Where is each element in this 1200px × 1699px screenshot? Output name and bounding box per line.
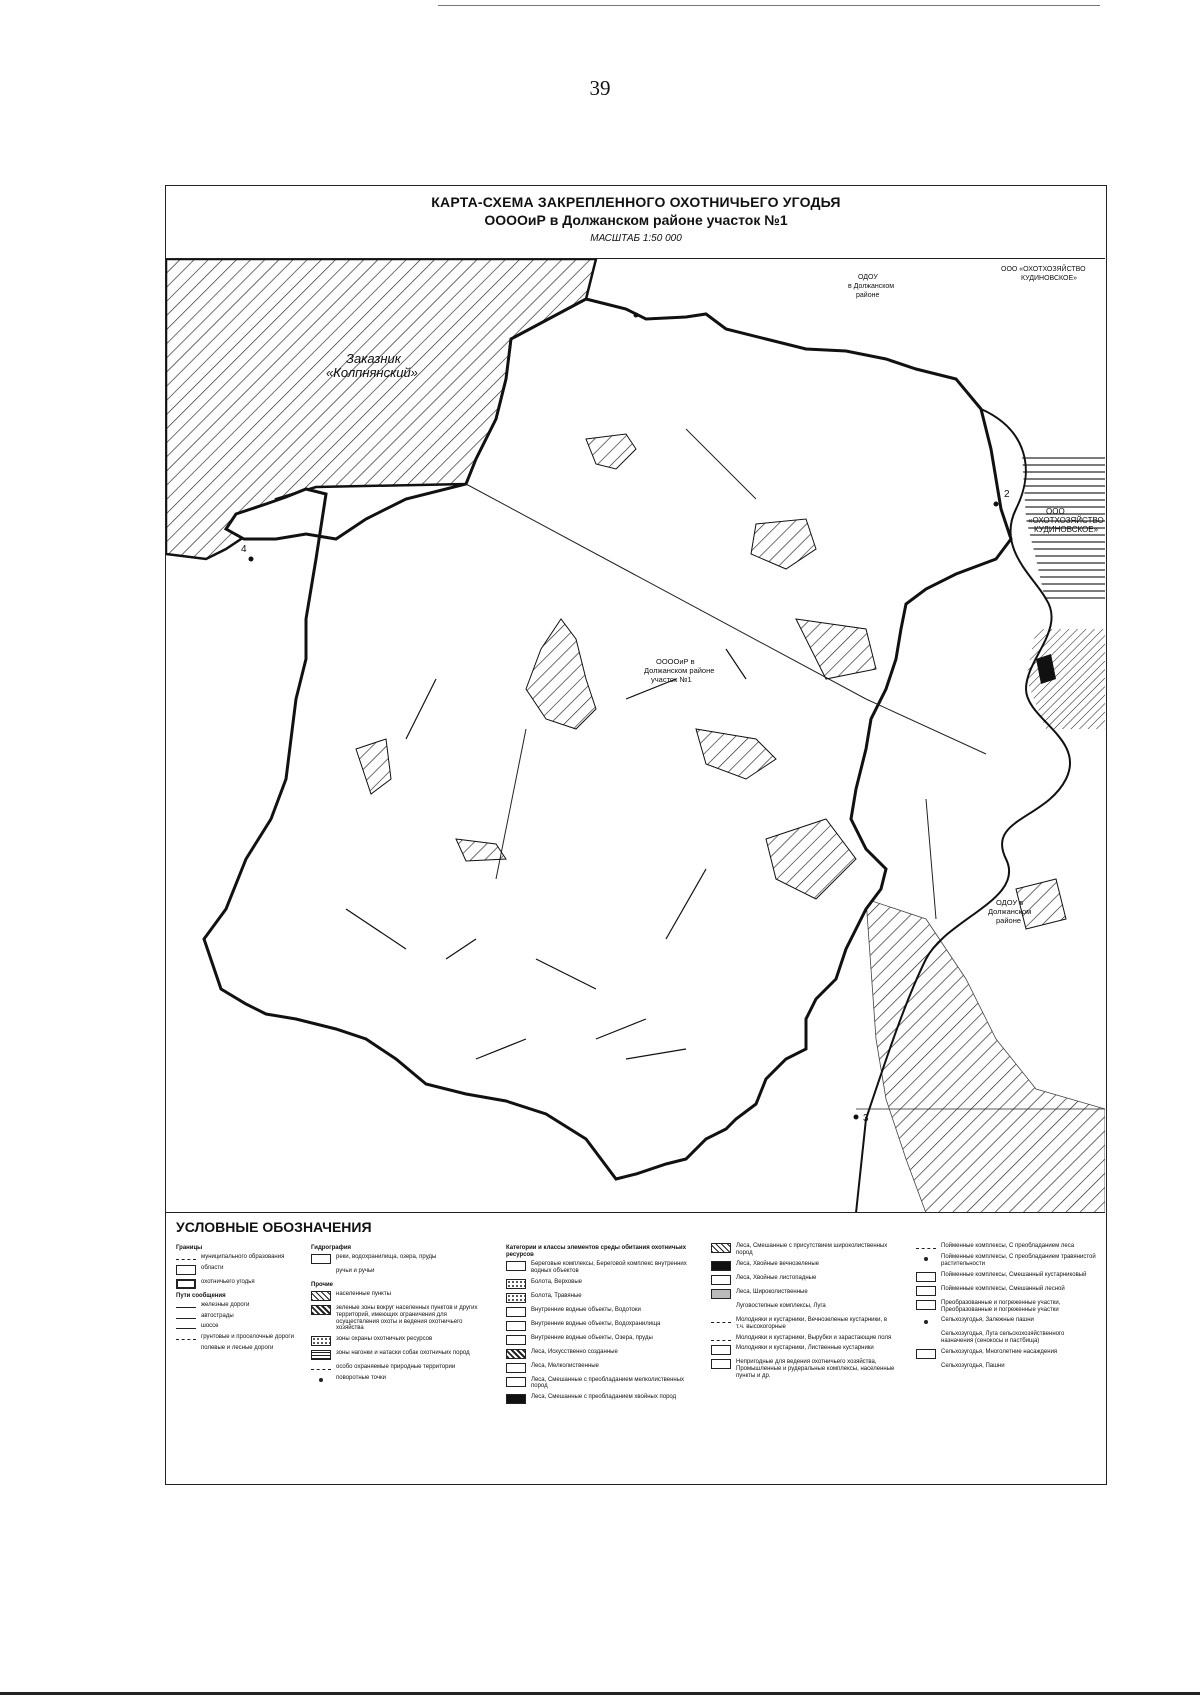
agri-arable-swatch [916,1363,936,1373]
legend-item [311,1364,491,1371]
legend-item [711,1275,896,1285]
legend-column-2 [311,1243,491,1389]
railway-swatch [176,1302,196,1308]
legend-head-hydro: Гидрография [311,1245,352,1251]
map-title-line1: КАРТА-СХЕМА ЗАКРЕПЛЕННОГО ОХОТНИЧЬЕГО УГОДЬЯ [431,194,841,210]
legend-label: Молодняки и кустарники, Вырубки и зарастающие поля [736,1334,892,1341]
legend-item [176,1265,326,1275]
legend-item [506,1377,696,1391]
map-header [166,186,1106,258]
legend-item [711,1317,896,1331]
legend-label: Молодняки и кустарники, Вечнозеленые кустарники, в т.ч. высокогорные [736,1316,888,1330]
forest-conifer-ever-swatch [711,1261,731,1271]
map-title-line2: ООООиР в Должанском районе участок №1 [484,212,788,228]
legend-item [506,1349,696,1359]
legend-label: поворотные точки [336,1375,386,1382]
legend-item [311,1375,491,1385]
legend-item [916,1363,1096,1373]
odou-north-label-1: ОДОУ [858,274,878,281]
page-number: 39 [589,76,611,100]
legend-label: Внутренние водные объекты, Озера, пруды [531,1334,653,1341]
legend-item [711,1359,896,1380]
road-4 [926,799,936,919]
young-shrub-conif-swatch [711,1317,731,1323]
green-zones-swatch [311,1305,331,1315]
young-shrub-overgrown-swatch [711,1335,731,1341]
odou-south-label-1: ОДОУ в [996,898,1024,907]
legend-label: Болота, Верховые [531,1278,582,1285]
streams-swatch [311,1268,331,1278]
legend-item [506,1293,696,1303]
legend-label: реки, водохранилища, озера, пруды [336,1253,437,1260]
legend-label: железные дороги [201,1301,250,1308]
legend-label: Леса, Смешанные с присутствием широколиственных пород [736,1243,888,1256]
kudinovskoe-east-label-3: КУДИНОВСКОЕ» [1034,525,1099,534]
agri-perennial-swatch [916,1349,936,1359]
legend-head-boundaries: Границы [176,1245,203,1251]
legend-head-other: Прочие [311,1281,334,1288]
municipal-swatch [176,1254,196,1260]
legend-item [711,1243,896,1257]
legend-label: Молодняки и кустарники, Лиственные кустарники [736,1345,874,1352]
legend-label: Пойменные комплексы, С преобладанием леса [941,1243,1075,1249]
reserve-label-line1: Заказник [346,351,401,366]
map-svg [166,259,1105,1213]
water-reservoirs-swatch [506,1321,526,1331]
legend-label: полевые и лесные дороги [201,1345,274,1352]
legend-item [176,1254,326,1261]
water-lakes-swatch [506,1335,526,1345]
field-road-swatch [176,1345,196,1355]
legend-item [176,1279,326,1289]
legend-label: автострады [201,1312,234,1319]
legend-column-3 [506,1243,696,1408]
legend-label: шоссе [201,1323,219,1330]
legend-label: Леса, Хвойные листопадные [736,1274,817,1281]
legend-item [711,1303,896,1313]
highway-swatch [176,1323,196,1329]
legend-label: Непригодные для ведения охотничьего хозяйства, Промышленные и рудеральные комплексы, населенные пункты и др. [736,1359,895,1380]
legend-label: зоны нагонки и натаски собак охотничьих пород [336,1350,470,1357]
legend-label: Леса, Смешанные с преобладанием хвойных пород [531,1394,677,1401]
legend-label: муниципального образования [201,1253,285,1260]
legend-item [506,1321,696,1331]
legend-item [176,1302,326,1309]
legend-item [176,1334,326,1341]
turning-point-1 [634,313,639,318]
legend-label: ручьи и ручьи [336,1267,375,1274]
legend-label: Сельхозугодья, Залежные пашни [941,1317,1034,1324]
legend-label: Пойменные комплексы, Смешанный лесной [941,1285,1065,1292]
region-swatch [176,1265,196,1275]
forest-mixed-conif-swatch [506,1394,526,1404]
legend-item [176,1323,326,1330]
legend-label: Пойменные комплексы, С преобладанием травянистой растительности [941,1253,1096,1267]
kudinovskoe-top-label-1: ООО «ОХОТХОЗЯЙСТВО [1001,266,1086,273]
swamps-grass-swatch [506,1293,526,1303]
legend-column-4 [711,1243,896,1384]
southeast-area [866,899,1105,1213]
legend-item [916,1254,1096,1268]
legend-label: Внутренние водные объекты, Водохранилища [531,1320,661,1327]
legend-label: зоны охраны охотничьих ресурсов [336,1336,433,1343]
legend-label: Пойменные комплексы, Смешанный кустарниковый [941,1271,1087,1278]
legend-item [506,1363,696,1373]
map-area[interactable] [166,258,1105,1213]
agri-meadow-swatch [916,1331,936,1341]
legend-item [916,1300,1096,1314]
plot-center-label-2: Должанском районе [644,666,715,675]
legend-item [506,1279,696,1289]
legend-label: охотничьего угодья [201,1278,255,1285]
kudinovskoe-east-label-2: «ОХОТХОЗЯЙСТВО [1028,516,1104,525]
legend-label: Преобразованные и погреженные участки, Преобразованные и погреженные участки [941,1299,1061,1313]
unsuitable-swatch [711,1359,731,1369]
turning-point-2-label: 2 [1004,489,1010,500]
legend-item [506,1307,696,1317]
legend [166,1212,1105,1485]
turning-point-3 [854,1115,859,1120]
legend-item [176,1345,326,1355]
floodplain-woody-swatch [916,1243,936,1249]
legend-item [711,1345,896,1355]
odou-south-label-2: Должанском [988,907,1032,916]
turning-point-3-label: 3 [863,1113,869,1124]
legend-label: Леса, Смешанные с преобладанием мелколиственных пород [531,1376,685,1390]
plot-center-label-3: участок №1 [651,675,692,684]
water-streams-swatch [506,1307,526,1317]
forest-conifer-decid-swatch [711,1275,731,1285]
odou-south-label-3: районе [996,916,1022,925]
young-shrub-decid-swatch [711,1345,731,1355]
legend-item [506,1335,696,1345]
legend-item [311,1336,491,1346]
settlements-swatch [311,1291,331,1301]
agri-fallow-swatch [916,1317,936,1327]
transformed-swatch [916,1300,936,1310]
top-rule [438,5,1100,6]
legend-item [916,1349,1096,1359]
legend-label: зеленые зоны вокруг населенных пунктов и других территорий, имеющих ограничения для осуществления охоты и ведения охотничьего хозяйства [336,1304,478,1332]
forest-patch-9 [1016,879,1066,929]
legend-item [506,1261,696,1275]
bottom-rule [0,1692,1200,1695]
legend-label: населенные пункты [336,1290,391,1297]
floodplain-grass-swatch [916,1254,936,1264]
legend-column-5 [916,1243,1096,1377]
kudinovskoe-top-label-2: КУДИНОВСКОЕ» [1021,275,1078,282]
legend-label: Сельхозугодья, Многолетние насаждения [941,1349,1058,1356]
turning-point-2 [994,502,999,507]
legend-item [311,1291,491,1301]
plot-center-label-1: ООООиР в [656,657,695,666]
kudinovskoe-east-label-1: ООО [1046,507,1065,516]
legend-item [176,1313,326,1320]
legend-label: Береговые комплексы, Береговой комплекс внутренних водных объектов [531,1260,687,1274]
legend-item [311,1305,491,1333]
dog-training-swatch [311,1350,331,1360]
motorway-swatch [176,1313,196,1319]
turning-point-4 [249,557,254,562]
map-sheet [165,185,1107,1485]
legend-column-1 [176,1243,326,1359]
turning-points-swatch [311,1375,331,1385]
floodplain-mixed-swatch [916,1286,936,1296]
legend-label: Внутренние водные объекты, Водотоки [531,1306,641,1313]
legend-item [311,1254,491,1264]
protection-zones-swatch [311,1336,331,1346]
forest-mixed-small-swatch [506,1377,526,1387]
map-scale: МАСШТАБ 1:50 000 [590,233,682,244]
legend-item [916,1272,1096,1282]
hunting-ground-swatch [176,1279,196,1289]
legend-label: Болота, Травяные [531,1292,582,1299]
dirt-road-swatch [176,1334,196,1340]
protected-areas-swatch [311,1364,331,1370]
turning-point-4-label: 4 [241,544,247,555]
legend-head-roads: Пути сообщения [176,1292,226,1299]
rivers-swatch [311,1254,331,1264]
legend-item [916,1286,1096,1296]
legend-item [506,1394,696,1404]
coastal-swatch [506,1261,526,1271]
forest-artificial-swatch [506,1349,526,1359]
swamps-upland-swatch [506,1279,526,1289]
forest-smallleaf-swatch [506,1363,526,1373]
legend-label: грунтовые и проселочные дороги [201,1334,294,1341]
legend-item [311,1350,491,1360]
legend-item [916,1317,1096,1327]
legend-label: Сельхозугодья, Пашни [941,1363,1005,1370]
legend-item [916,1243,1096,1250]
legend-item [711,1335,896,1342]
forest-broadleaf-swatch [711,1289,731,1299]
legend-label: особо охраняемые природные территории [336,1364,456,1371]
legend-label: Леса, Мелколиственные [531,1362,599,1369]
legend-label: области [201,1264,224,1271]
legend-head-categories: Категории и классы элементов среды обитания охотничьих ресурсов [506,1245,687,1258]
legend-label: Леса, Искусственно созданные [531,1348,618,1355]
legend-label: Леса, Хвойные вечнозеленые [736,1260,819,1267]
odou-north-label-2: в Должанском [848,283,895,290]
legend-label: Луговостепные комплексы, Луга [736,1302,826,1309]
legend-item [711,1261,896,1271]
floodplain-shrub-swatch [916,1272,936,1282]
legend-title: УСЛОВНЫЕ ОБОЗНАЧЕНИЯ [176,1219,372,1235]
meadow-steppe-swatch [711,1303,731,1313]
legend-item [916,1331,1096,1345]
reserve-label-line2: «Колпнянский» [326,365,418,380]
forest-mixed-broad-swatch [711,1243,731,1253]
legend-label: Леса, Широколиственные [736,1288,808,1295]
legend-item [711,1289,896,1299]
legend-label: Сельхозугодья, Луга сельскохозяйственного назначения (сенокосы и пастбища) [941,1331,1065,1345]
odou-north-label-3: районе [856,292,880,299]
legend-item [311,1268,491,1278]
